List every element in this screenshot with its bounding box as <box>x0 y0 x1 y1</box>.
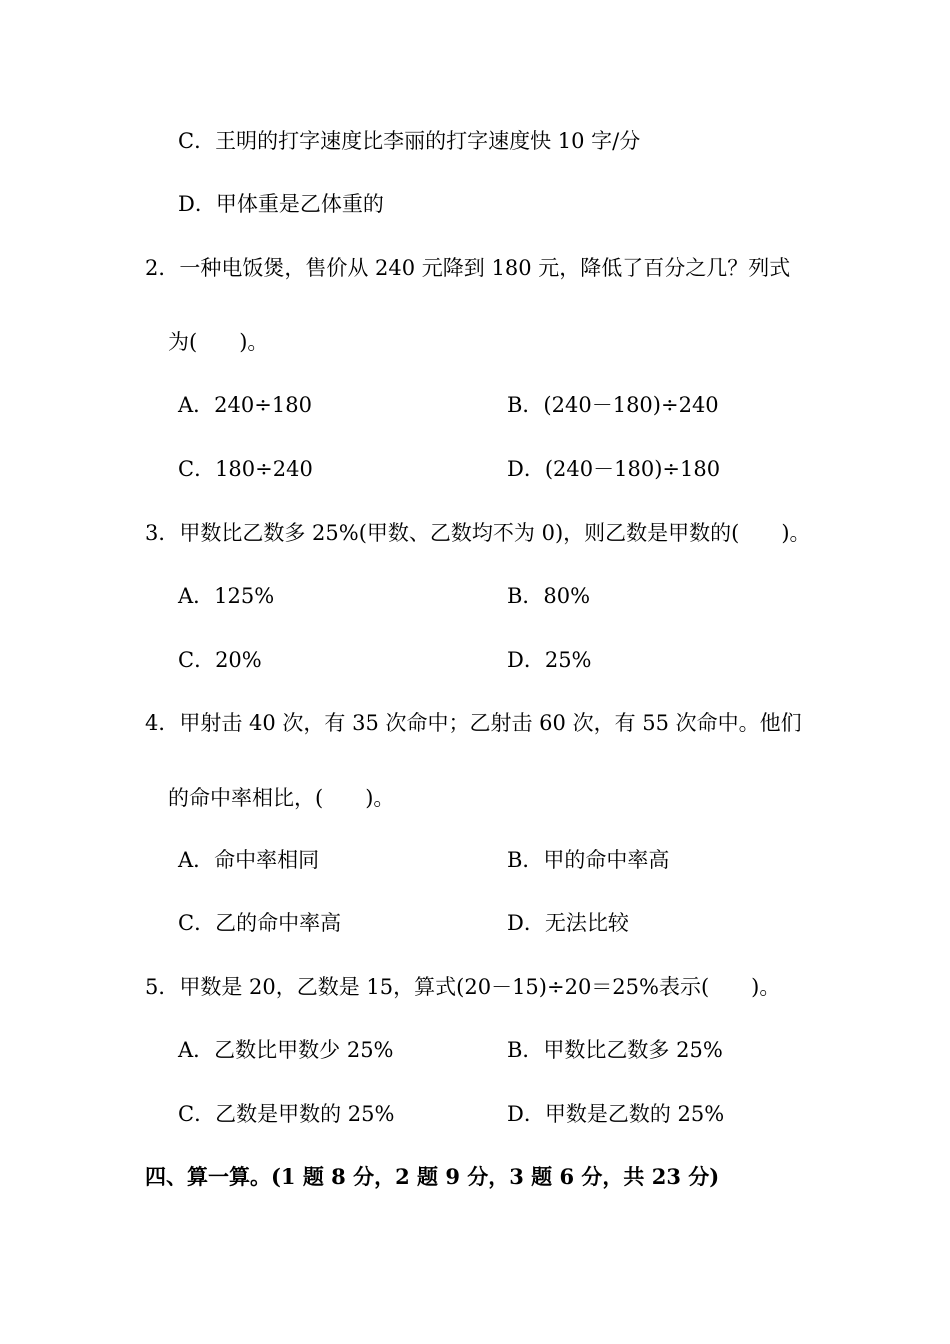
q2-stem-line2: 为( )。 <box>168 330 269 354</box>
q5-stem: 5．甲数是 20，乙数是 15，算式(20－15)÷20＝25%表示( )。 <box>145 975 781 999</box>
q4-stem-line1: 4．甲射击 40 次，有 35 次命中；乙射击 60 次，有 55 次命中。他们 <box>145 711 802 735</box>
q4-option-a: A．命中率相同 <box>178 848 320 872</box>
q2-option-c: C．180÷240 <box>178 457 313 481</box>
section4-heading: 四、算一算。(1 题 8 分，2 题 9 分，3 题 6 分，共 23 分) <box>145 1164 720 1189</box>
q3-option-b: B．80% <box>507 584 591 608</box>
q5-option-c: C．乙数是甲数的 25% <box>178 1102 395 1126</box>
q1-option-d: D．甲体重是乙体重的 <box>178 192 384 216</box>
q3-option-a: A．125% <box>178 584 275 608</box>
q4-option-b: B．甲的命中率高 <box>507 848 670 872</box>
q2-stem-line1: 2．一种电饭煲，售价从 240 元降到 180 元，降低了百分之几？列式 <box>145 256 791 280</box>
q4-option-d: D．无法比较 <box>507 911 629 935</box>
q2-option-d: D．(240－180)÷180 <box>507 457 721 481</box>
q3-option-c: C．20% <box>178 648 262 672</box>
q4-stem-line2: 的命中率相比，( )。 <box>168 786 395 810</box>
q2-option-b: B．(240－180)÷240 <box>507 393 719 417</box>
q5-option-b: B．甲数比乙数多 25% <box>507 1038 723 1062</box>
q1-option-c: C．王明的打字速度比李丽的打字速度快 10 字/分 <box>178 129 641 153</box>
q3-option-d: D．25% <box>507 648 592 672</box>
q5-option-d: D．甲数是乙数的 25% <box>507 1102 725 1126</box>
q3-stem: 3．甲数比乙数多 25%(甲数、乙数均不为 0)，则乙数是甲数的( )。 <box>145 521 811 545</box>
q4-option-c: C．乙的命中率高 <box>178 911 342 935</box>
q5-option-a: A．乙数比甲数少 25% <box>178 1038 394 1062</box>
q2-option-a: A．240÷180 <box>178 393 312 417</box>
